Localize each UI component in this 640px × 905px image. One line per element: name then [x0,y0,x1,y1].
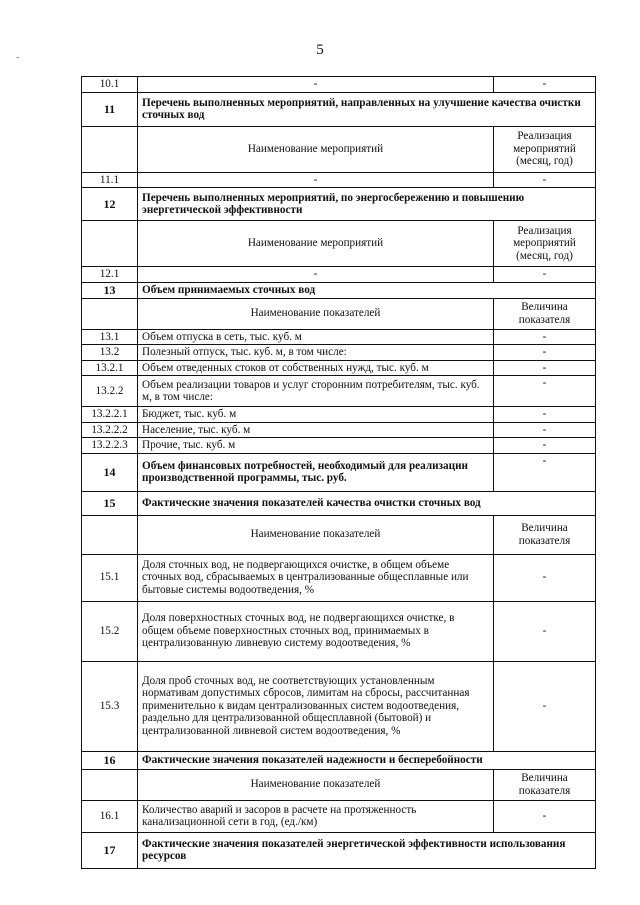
row-number: 13.2.2 [82,376,138,407]
column-header-name: Наименование показателей [138,298,494,329]
row-number: 13.2.1 [82,360,138,376]
row-value: - [494,661,596,751]
section-title: Перечень выполненных мероприятий, направленных на улучшение качества очистки сточных вод [138,92,596,126]
row-value: - [494,329,596,345]
row-text: Население, тыс. куб. м [138,422,494,438]
row-value: - [494,345,596,361]
row-text: - [138,172,494,188]
row-number: 15.1 [82,554,138,601]
section-title: Фактические значения показателей надежности и бесперебойности [138,751,596,769]
section-row [82,92,596,126]
section-title: Объем финансовых потребностей, необходимый для реализации производственной программы, тыс. руб. [138,453,494,491]
row-text: Полезный отпуск, тыс. куб. м, в том числе: [138,345,494,361]
column-header-value: Величина показателя [494,769,596,800]
table-row [82,329,596,345]
section-title: Перечень выполненных мероприятий, по энергосбережению и повышению энергетической эффективности [138,188,596,221]
row-value: - [494,407,596,423]
table-row [82,601,596,661]
row-text: Доля сточных вод, не подвергающихся очистке, в общем объеме сточных вод, сбрасываемых в централизованные общесплавные или бытовые системы водоотведения, % [138,554,494,601]
row-number: 13.1 [82,329,138,345]
row-number: 11.1 [82,172,138,188]
indicators-table [81,76,596,869]
row-value: - [494,172,596,188]
row-number: 15.2 [82,601,138,661]
column-header-name: Наименование показателей [138,515,494,554]
section-number: 13 [82,282,138,298]
table-row [82,376,596,407]
section-title: Фактические значения показателей энергетической эффективности использования ресурсов [138,832,596,868]
row-number: 13.2 [82,345,138,361]
section-row [82,832,596,868]
row-number: 10.1 [82,77,138,93]
section-number: 15 [82,491,138,515]
header-row [82,298,596,329]
row-value: - [494,453,596,491]
column-header-value: Величина показателя [494,515,596,554]
row-value: - [494,554,596,601]
table-row [82,360,596,376]
row-number: 12.1 [82,267,138,283]
table-row [82,422,596,438]
header-row [82,769,596,800]
section-number: 12 [82,188,138,221]
header-row [82,221,596,267]
row-number: 16.1 [82,800,138,832]
row-text: Объем отпуска в сеть, тыс. куб. м [138,329,494,345]
row-text: - [138,267,494,283]
table-row [82,77,596,93]
section-row [82,491,596,515]
row-value: - [494,422,596,438]
row-value: - [494,360,596,376]
section-title: Объем принимаемых сточных вод [138,282,596,298]
row-text: Бюджет, тыс. куб. м [138,407,494,423]
row-value: - [494,601,596,661]
row-text: Доля проб сточных вод, не соответствующих установленным нормативам допустимых сбросов, лимитам на сбросы, рассчитанная применительно к видам централизованных систем водоотведения, раздельно для централизованной общесплавной (бытовой) и централизованной ливневой систем водоотведения, % [138,661,494,751]
table-row [82,172,596,188]
row-value: - [494,800,596,832]
section-row [82,751,596,769]
header-row [82,126,596,172]
row-number: 13.2.2.1 [82,407,138,423]
section-row [82,188,596,221]
section-number: 14 [82,453,138,491]
table-row [82,345,596,361]
row-text: Количество аварий и засоров в расчете на протяженность канализационной сети в год, (ед./км) [138,800,494,832]
row-value: - [494,267,596,283]
row-text: Объем отведенных стоков от собственных нужд, тыс. куб. м [138,360,494,376]
column-header-name: Наименование мероприятий [138,126,494,172]
margin-mark: - [16,52,20,63]
section-title: Фактические значения показателей качества очистки сточных вод [138,491,596,515]
table-row [82,554,596,601]
row-value: - [494,376,596,407]
table-row [82,407,596,423]
row-text: Доля поверхностных сточных вод, не подвергающихся очистке, в общем объеме поверхностных сточных вод, принимаемых в централизованную ливневую систему водоотведения, % [138,601,494,661]
table-row [82,438,596,454]
row-number: 13.2.2.2 [82,422,138,438]
row-number: 15.3 [82,661,138,751]
header-row [82,515,596,554]
page-number: 5 [316,42,324,58]
table-row [82,267,596,283]
row-text: Прочие, тыс. куб. м [138,438,494,454]
column-header-name: Наименование показателей [138,769,494,800]
section-row [82,282,596,298]
row-text: Объем реализации товаров и услуг сторонним потребителям, тыс. куб. м, в том числе: [138,376,494,407]
row-number: 13.2.2.3 [82,438,138,454]
table-row [82,661,596,751]
section-row [82,453,596,491]
section-number: 11 [82,92,138,126]
row-value: - [494,77,596,93]
row-text: - [138,77,494,93]
column-header-implementation: Реализация мероприятий (месяц, год) [494,221,596,267]
column-header-value: Величина показателя [494,298,596,329]
table-row [82,800,596,832]
section-number: 16 [82,751,138,769]
column-header-implementation: Реализация мероприятий (месяц, год) [494,126,596,172]
row-value: - [494,438,596,454]
column-header-name: Наименование мероприятий [138,221,494,267]
section-number: 17 [82,832,138,868]
